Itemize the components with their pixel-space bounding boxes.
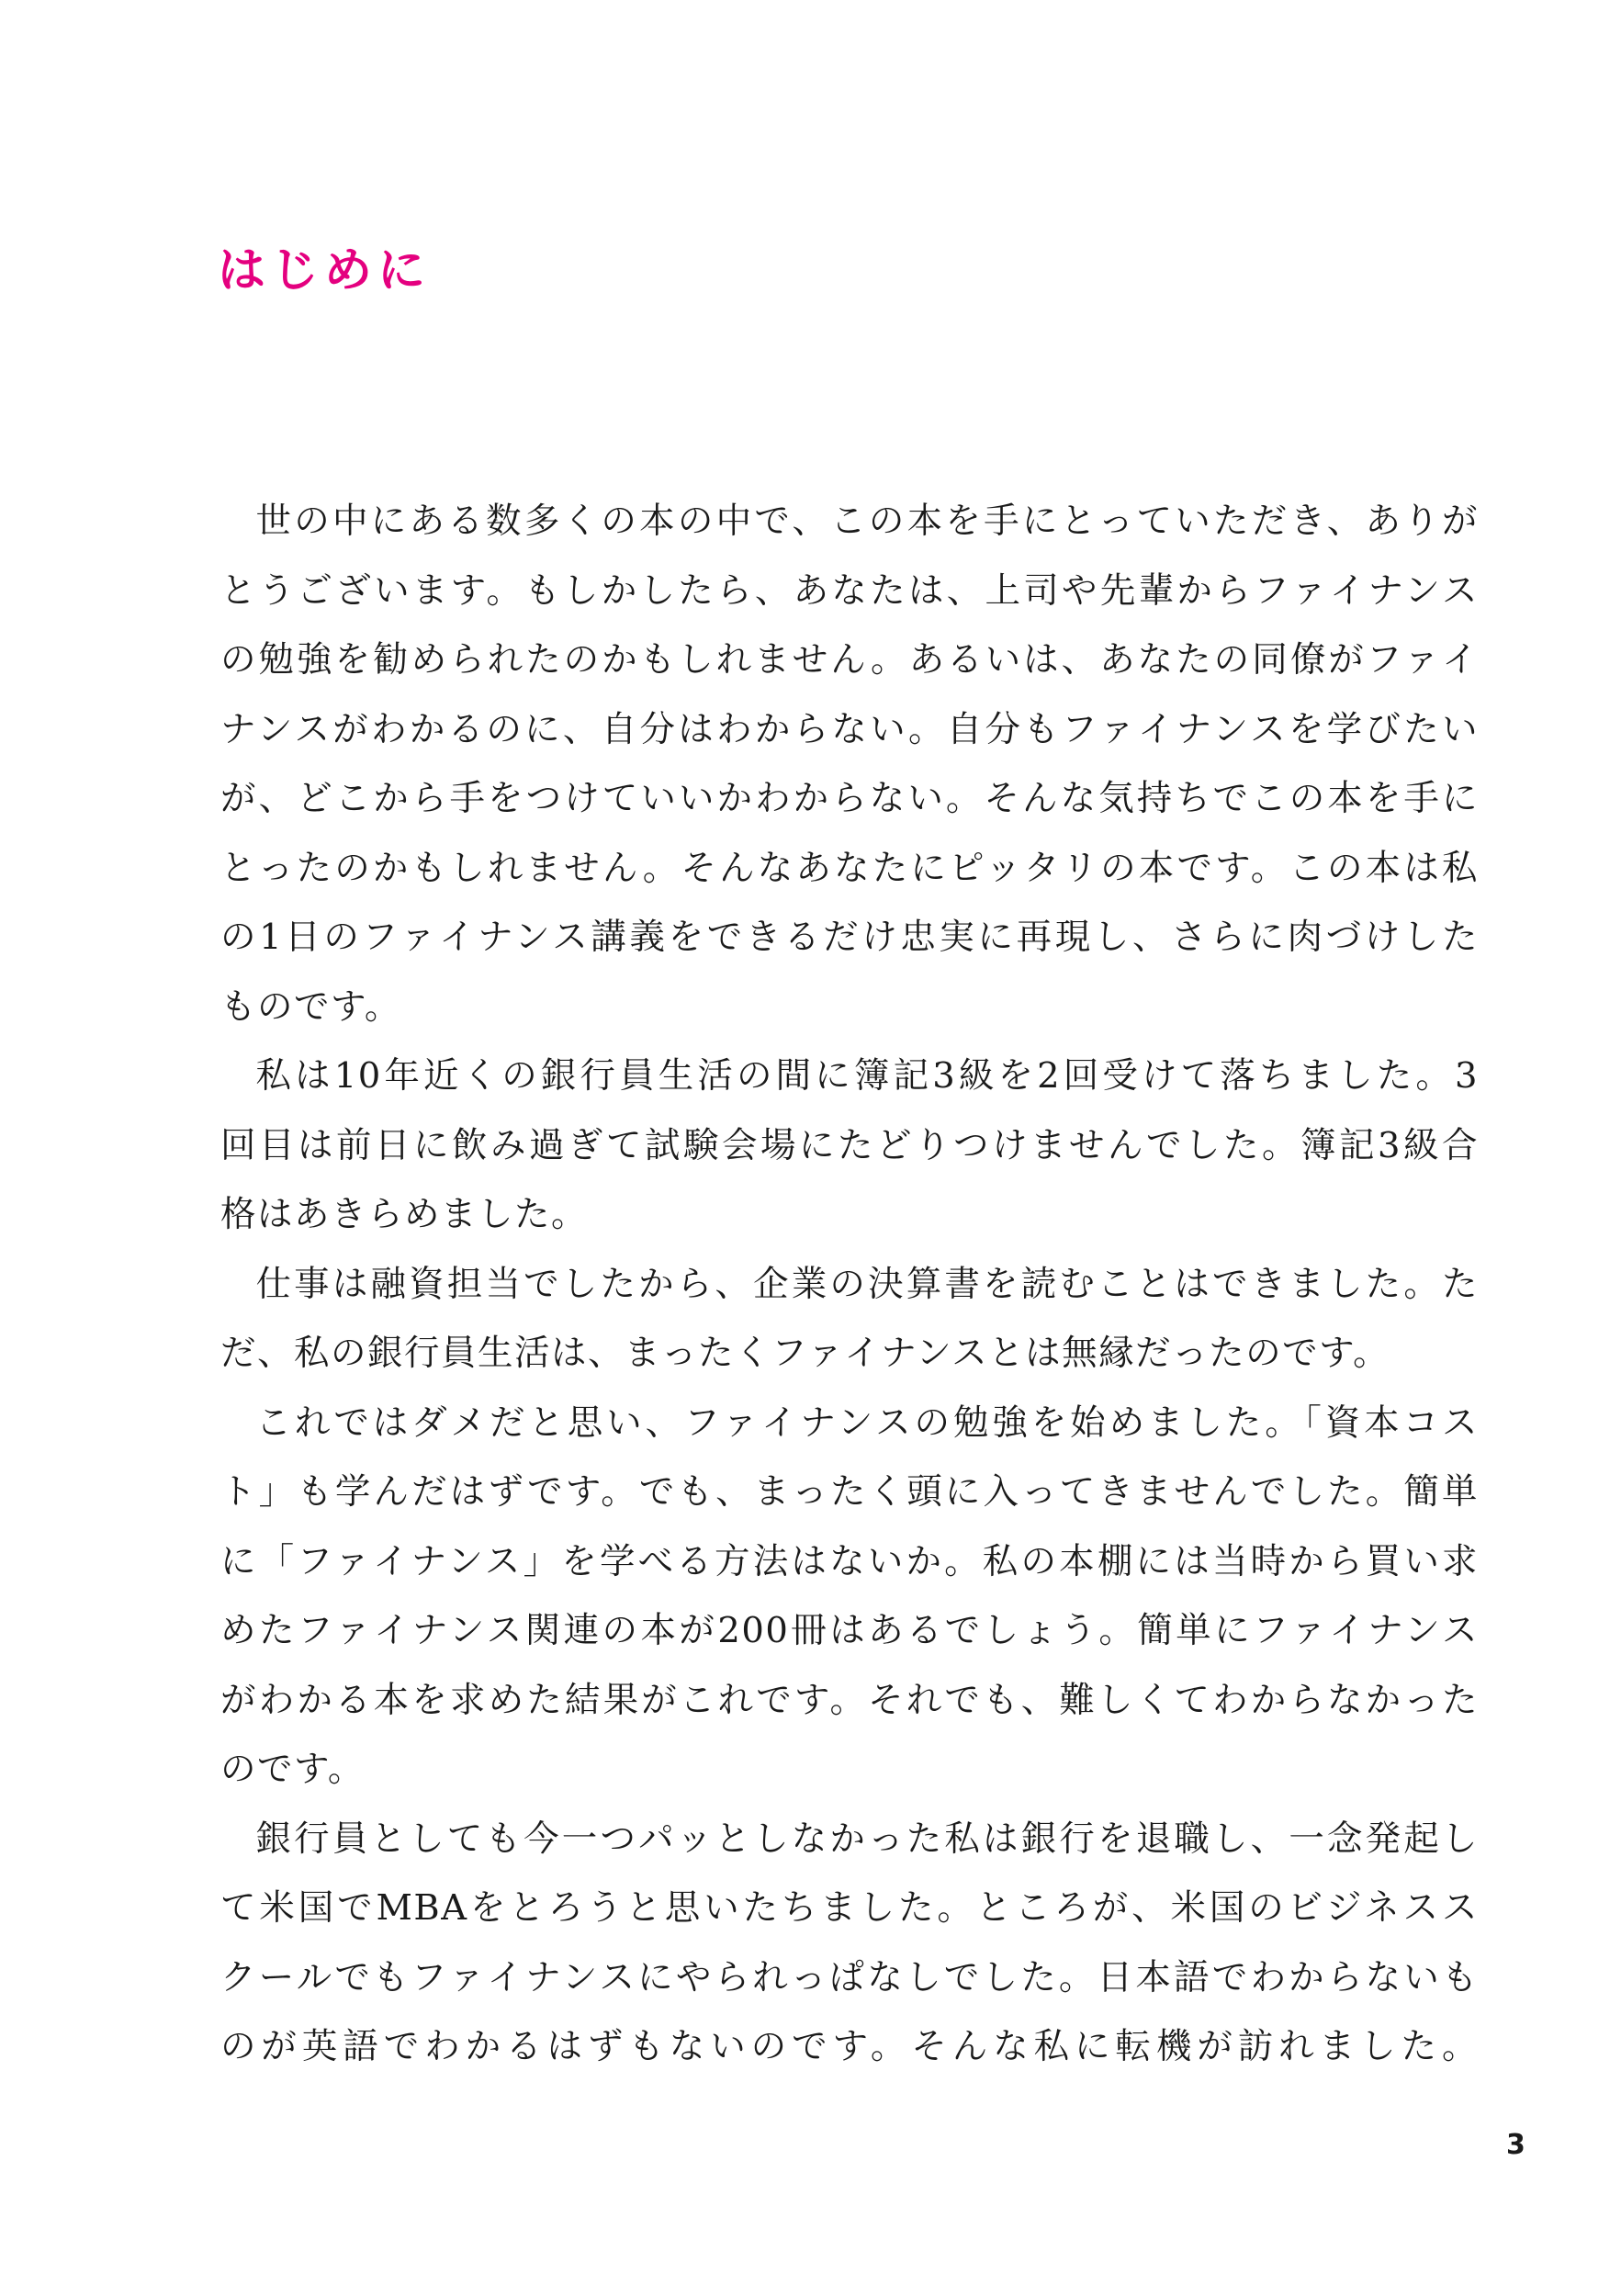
text-line: のが英語でわかるはずもないのです。そんな私に転機が訪れました。 bbox=[220, 2026, 1479, 2067]
text-line: だ、私の銀行員生活は、まったくファイナンスとは無縁だったのです。 bbox=[220, 1333, 1390, 1374]
paragraph bbox=[220, 1250, 1479, 1389]
text-line: ナンスがわかるのに、自分はわからない。自分もファイナンスを学びたい bbox=[220, 708, 1479, 750]
body-text bbox=[220, 487, 1479, 2082]
page-number: 3 bbox=[1506, 2129, 1525, 2161]
paragraph bbox=[220, 1041, 1479, 1250]
text-line: ト」も学んだはずです。でも、まったく頭に入ってきませんでした。簡単 bbox=[220, 1471, 1479, 1513]
text-line: これではダメだと思い、ファイナンスの勉強を始めました。「資本コス bbox=[255, 1401, 1479, 1444]
text-line: 格はあきらめました。 bbox=[220, 1194, 589, 1235]
text-line: ものです。 bbox=[220, 985, 401, 1028]
text-line: 私は10年近くの銀行員生活の間に簿記3級を2回受けて落ちました。3 bbox=[255, 1055, 1479, 1097]
paragraph bbox=[220, 487, 1479, 1041]
text-line: 回目は前日に飲み過ぎて試験会場にたどりつけませんでした。簿記3級合 bbox=[220, 1124, 1479, 1166]
text-line: て米国でMBAをとろうと思いたちました。ところが、米国のビジネスス bbox=[220, 1887, 1479, 1929]
text-line: とうございます。もしかしたら、あなたは、上司や先輩からファイナンス bbox=[220, 569, 1479, 612]
text-line: に「ファイナンス」を学べる方法はないか。私の本棚には当時から買い求 bbox=[220, 1540, 1479, 1582]
text-line: のです。 bbox=[220, 1749, 365, 1790]
text-line: の勉強を勧められたのかもしれません。あるいは、あなたの同僚がファイ bbox=[220, 639, 1479, 681]
text-line: 仕事は融資担当でしたから、企業の決算書を読むことはできました。た bbox=[255, 1263, 1479, 1305]
text-line: 銀行員としても今一つパッとしなかった私は銀行を退職し、一念発起し bbox=[255, 1818, 1479, 1860]
paragraph bbox=[220, 1389, 1479, 1805]
text-line: クールでもファイナンスにやられっぱなしでした。日本語でわからないも bbox=[220, 1956, 1479, 1998]
text-line: 世の中にある数多くの本の中で、この本を手にとっていただき、ありが bbox=[255, 501, 1479, 542]
text-line: がわかる本を求めた結果がこれです。それでも、難しくてわからなかった bbox=[220, 1679, 1479, 1721]
text-line: が、どこから手をつけていいかわからない。そんな気持ちでこの本を手に bbox=[220, 778, 1479, 819]
text-line: とったのかもしれません。そんなあなたにピッタリの本です。この本は私 bbox=[220, 847, 1479, 889]
page-title: はじめに bbox=[218, 243, 432, 298]
paragraph bbox=[220, 1805, 1479, 2082]
text-line: の1日のファイナンス講義をできるだけ忠実に再現し、さらに肉づけした bbox=[220, 917, 1479, 958]
text-line: めたファイナンス関連の本が200冊はあるでしょう。簡単にファイナンス bbox=[220, 1610, 1479, 1651]
